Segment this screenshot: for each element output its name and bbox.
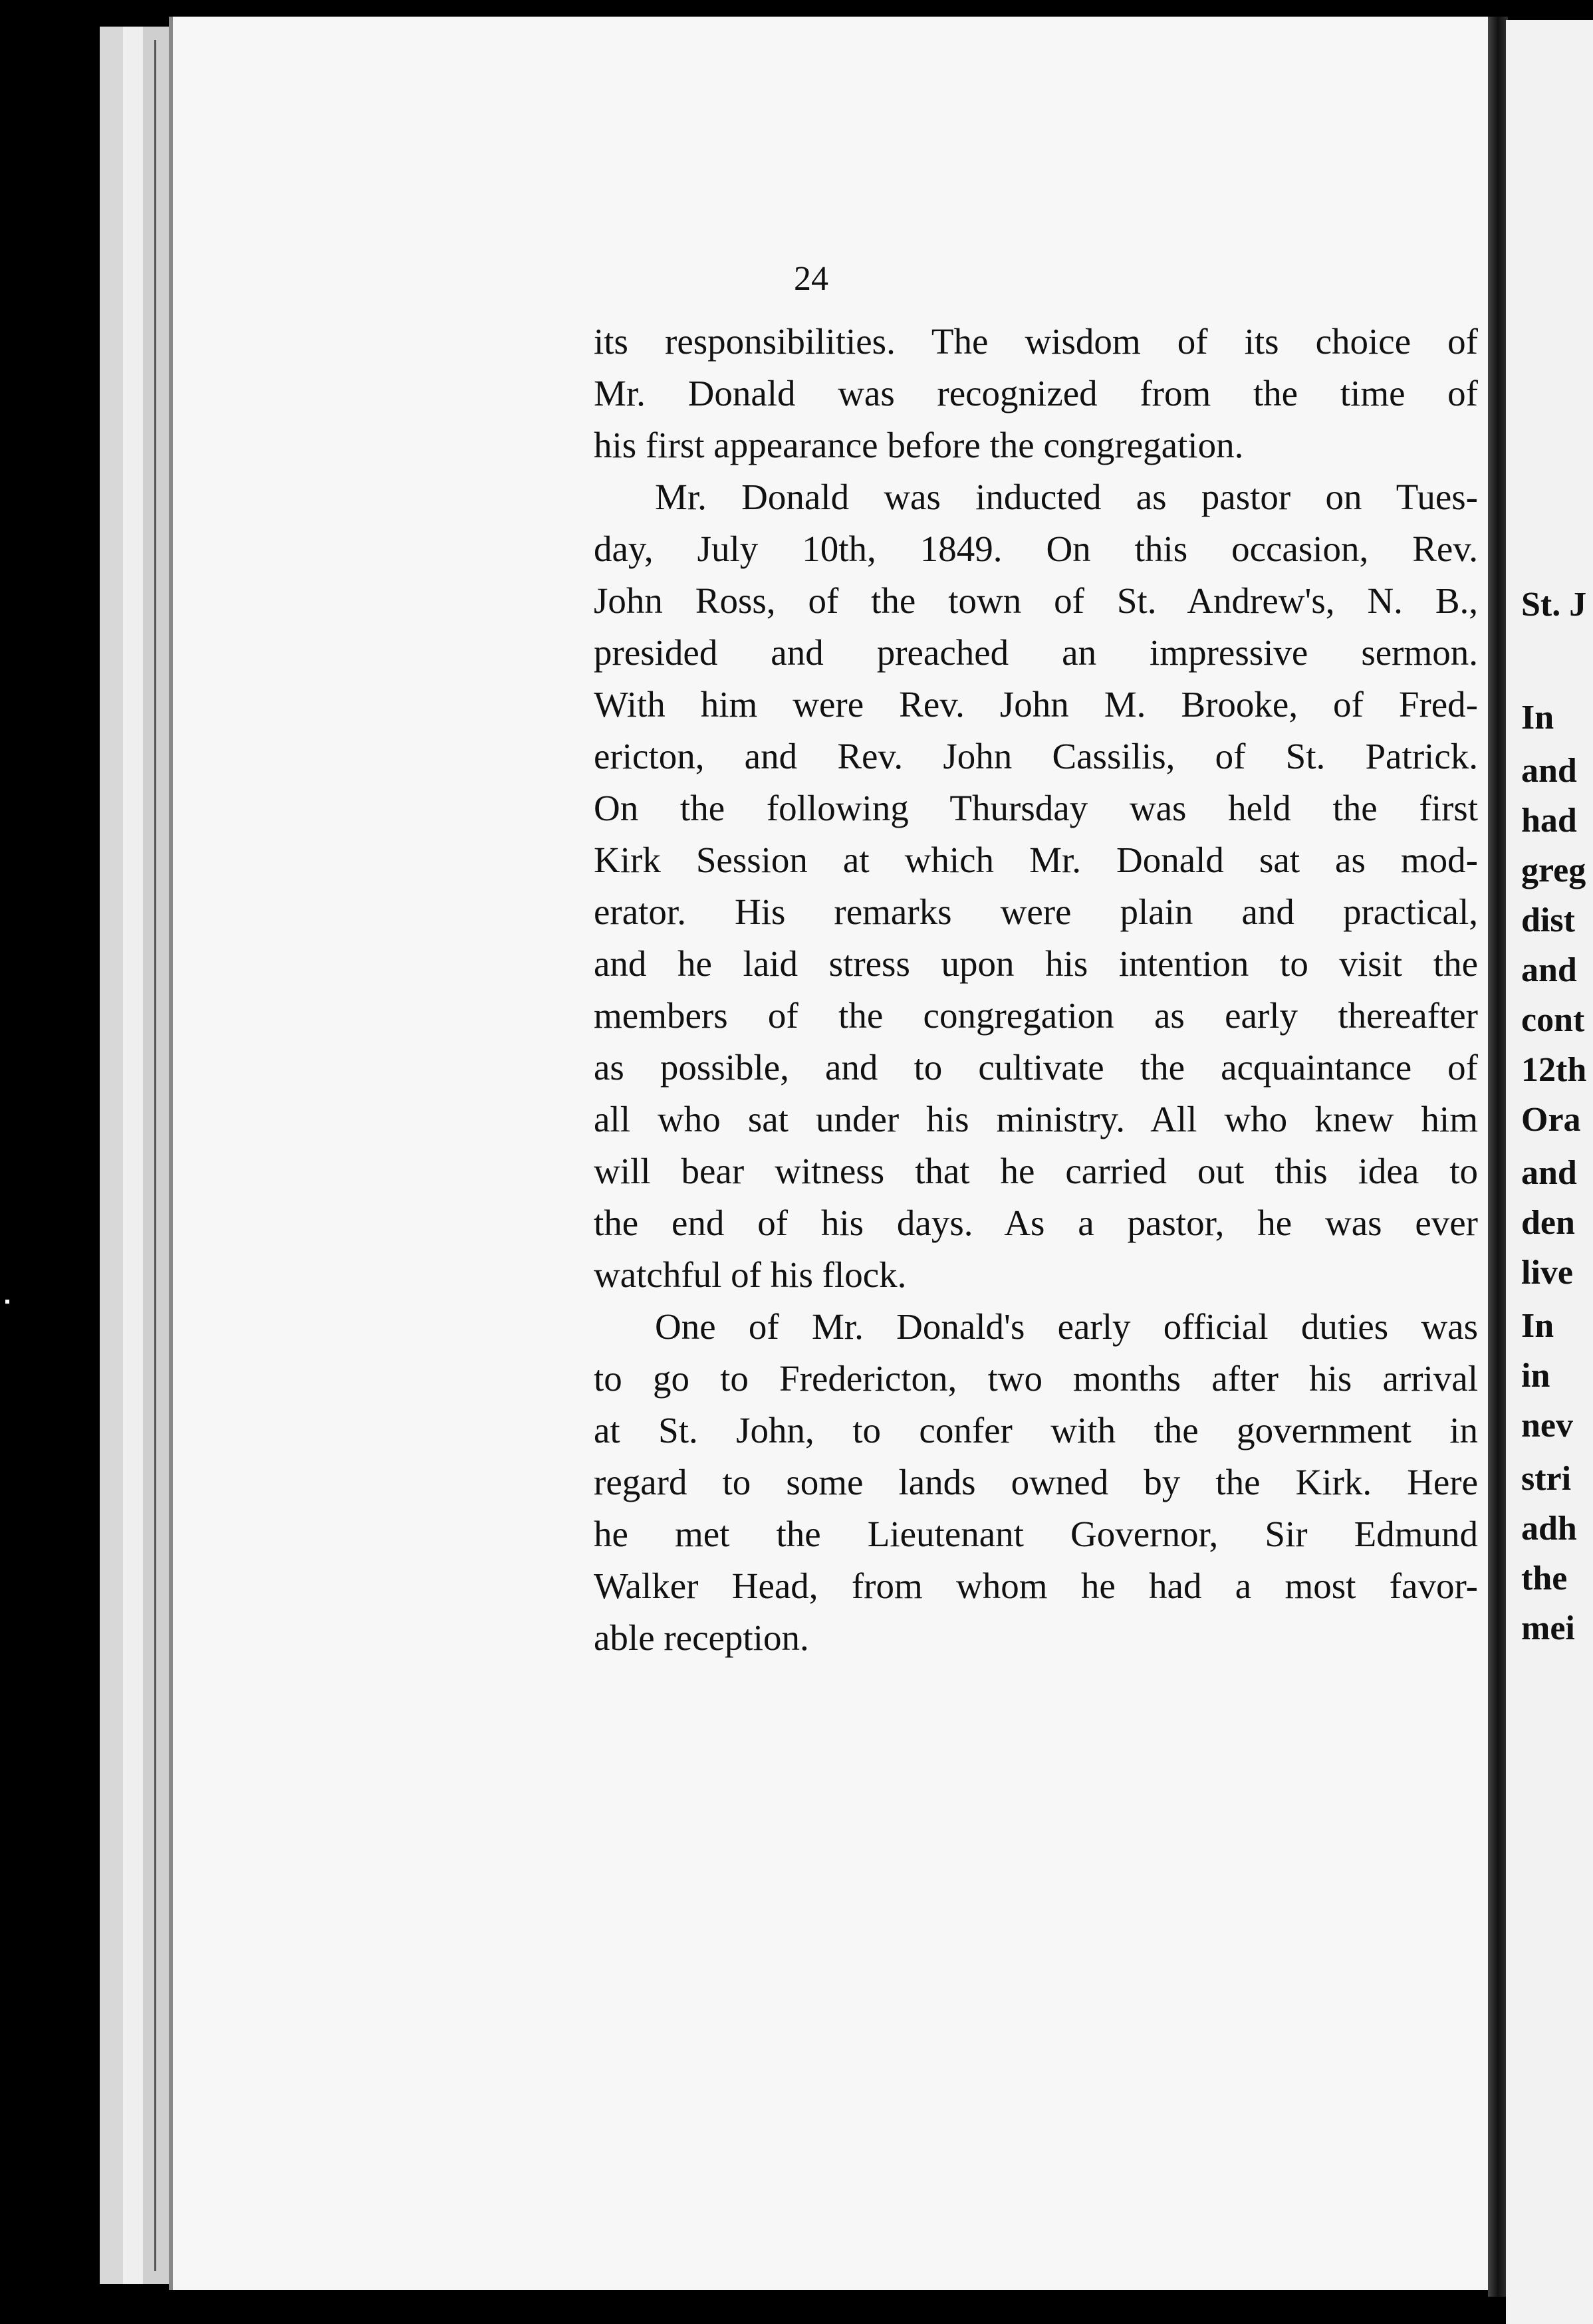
text-line: his first appearance before the congregation.	[594, 425, 1244, 465]
text-line: ericton, and Rev. John Cassilis, of St. Patrick.	[594, 736, 1478, 776]
text-line: able reception.	[594, 1617, 809, 1658]
scan-speck	[5, 1300, 9, 1304]
adjacent-page-fragment: greg	[1521, 852, 1586, 889]
adjacent-page-fragment: 12th	[1521, 1051, 1587, 1089]
adjacent-page-fragment: had	[1521, 802, 1577, 840]
text-line: presided and preached an impressive sermon.	[594, 632, 1478, 673]
text-line: John Ross, of the town of St. Andrew's, N. B.,	[594, 580, 1478, 621]
text-line: regard to some lands owned by the Kirk. Here	[594, 1462, 1478, 1502]
text-line: Kirk Session at which Mr. Donald sat as mod-	[594, 840, 1478, 880]
adjacent-page-fragment: In	[1521, 1307, 1554, 1345]
adjacent-page-fragment: mei	[1521, 1609, 1575, 1647]
adjacent-page-fragment: adh	[1521, 1510, 1577, 1548]
page-number: 24	[794, 260, 828, 298]
text-line: One of Mr. Donald's early official duties was	[655, 1306, 1478, 1347]
adjacent-page-fragment: In	[1521, 699, 1554, 737]
adjacent-page-fragment: and	[1521, 951, 1577, 989]
text-line: as possible, and to cultivate the acquaintance of	[594, 1047, 1478, 1088]
adjacent-page-fragment: dist	[1521, 901, 1575, 939]
adjacent-page-fragment: den	[1521, 1204, 1575, 1242]
adjacent-page-fragment: in	[1521, 1357, 1550, 1395]
page-edge-line	[154, 40, 156, 2271]
book-gutter	[1488, 17, 1508, 2297]
text-line: the end of his days. As a pastor, he was ever	[594, 1203, 1478, 1243]
text-line: he met the Lieutenant Governor, Sir Edmund	[594, 1514, 1478, 1554]
adjacent-page-fragment: nev	[1521, 1407, 1573, 1445]
text-line: members of the congregation as early thereafter	[594, 995, 1478, 1036]
text-line: Walker Head, from whom he had a most favor-	[594, 1566, 1478, 1606]
text-line: and he laid stress upon his intention to visit the	[594, 943, 1478, 984]
adjacent-page-fragment: the	[1521, 1560, 1568, 1597]
adjacent-page-fragment: and	[1521, 752, 1577, 790]
adjacent-page-fragment: St. J	[1521, 586, 1587, 624]
text-line: to go to Fredericton, two months after his arrival	[594, 1358, 1478, 1399]
text-line: at St. John, to confer with the government in	[594, 1410, 1478, 1451]
adjacent-page-fragment: live	[1521, 1254, 1573, 1292]
adjacent-page-fragment: stri	[1521, 1460, 1572, 1498]
text-line: On the following Thursday was held the first	[594, 788, 1478, 828]
body-text	[594, 316, 1478, 1664]
text-line: With him were Rev. John M. Brooke, of Fred-	[594, 684, 1478, 725]
text-line: will bear witness that he carried out this idea to	[594, 1151, 1478, 1191]
text-line: Mr. Donald was inducted as pastor on Tues-	[655, 477, 1478, 517]
adjacent-page-fragment: Ora	[1521, 1101, 1581, 1139]
adjacent-page-fragment: and	[1521, 1154, 1577, 1192]
text-line: erator. His remarks were plain and practical,	[594, 891, 1478, 932]
text-line: all who sat under his ministry. All who knew him	[594, 1099, 1478, 1139]
adjacent-page-fragment: cont	[1521, 1001, 1585, 1039]
text-line: its responsibilities. The wisdom of its choice of	[594, 321, 1478, 362]
text-line: watchful of his flock.	[594, 1254, 907, 1295]
text-line: day, July 10th, 1849. On this occasion, Rev.	[594, 528, 1478, 569]
text-line: Mr. Donald was recognized from the time of	[594, 373, 1478, 413]
